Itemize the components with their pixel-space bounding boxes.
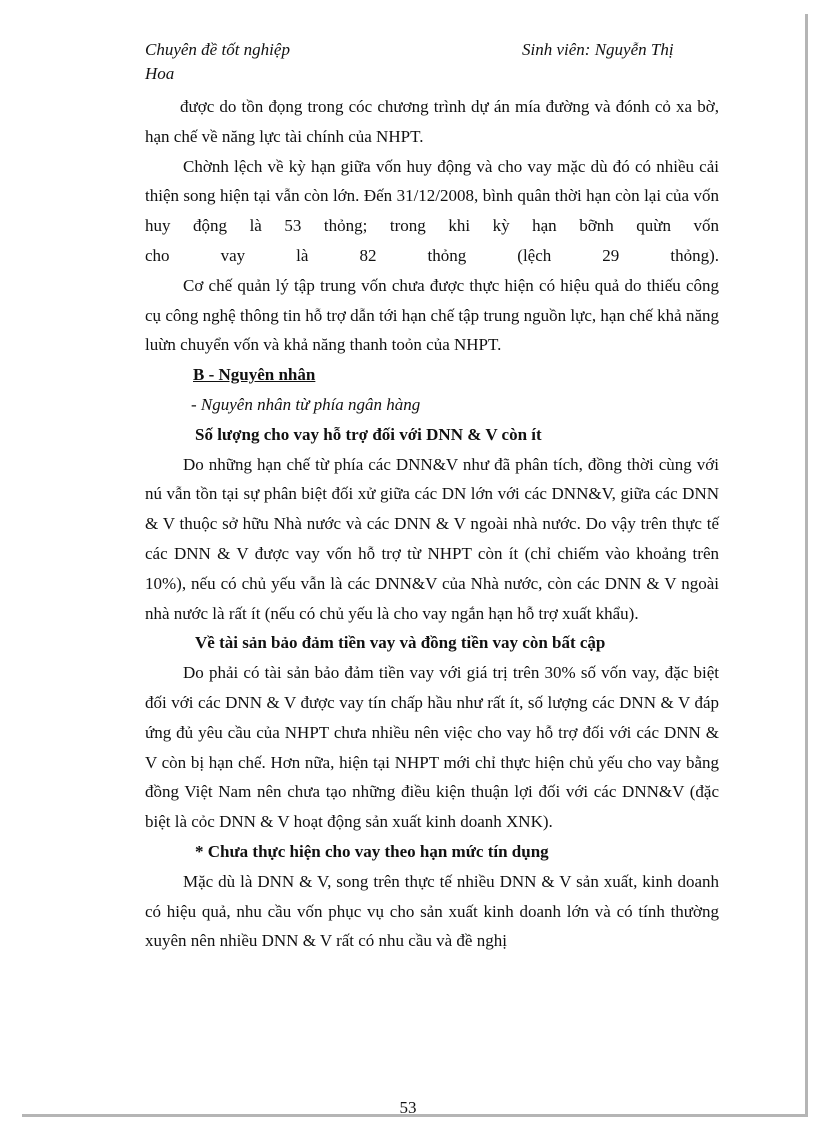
header-left [145, 38, 335, 86]
topic-heading: Về tài sản bảo đảm tiền vay và đồng tiền vay còn bất cập [195, 633, 606, 653]
paragraph: Chờnh lệch về kỳ hạn giữa vốn huy động và cho vay mặc dù đó có nhiều cải thiện song hiện tại vẫn còn lớn. Đến 31/12/2008, bình quân thời hạn còn lại của vốn huy động là 53 thỏng; trong khi kỳ hạn bỡnh quừn vốn [145, 156, 719, 236]
subsection-heading: - Nguyên nhân từ phía ngân hàng [191, 394, 421, 414]
paragraph: Do những hạn chế từ phía các DNN&V như đã phân tích, đồng thời cùng với nú vẫn tồn tại sự phân biệt đối xử giữa các DN lớn với các DNN&V, giữa các DNN & V thuộc sở hữu Nhà nước và các DNN & V ngoài nhà nước. Do vậy trên thực tế các DNN & V được vay vốn hỗ trợ từ NHPT còn ít (chỉ chiếm vào khoảng trên 10%), nếu có chủ yếu vẫn là các DNN&V của Nhà nước, còn các DNN & V ngoài nhà nước là rất ít (nếu có chủ yếu là cho vay ngắn hạn hỗ trợ xuất khẩu). [145, 454, 719, 623]
paragraph: được do tồn đọng trong cóc chương trình dự án mía đường và đónh cỏ xa bờ, hạn chế về năng lực tài chính của NHPT. [145, 97, 719, 146]
header-left-line2: Hoa [145, 64, 175, 83]
paragraph: Do phải có tài sản bảo đảm tiền vay với giá trị trên 30% số vốn vay, đặc biệt đối với các DNN & V được vay tín chấp hầu như rất ít, số lượng các DNN & V đáp ứng đủ yêu cầu của NHPT chưa nhiều nên việc cho vay hỗ trợ đối với các DNN & V còn bị hạn chế. Hơn nữa, hiện tại NHPT mới chỉ thực hiện chủ yếu cho vay bằng đồng Việt Nam nên chưa tạo những điều kiện thuận lợi đối với các DNN&V (đặc biệt là cỏc DNN & V hoạt động sản xuất kinh doanh XNK). [145, 663, 719, 832]
header-right: Sinh viên: Nguyễn Thị [522, 40, 674, 59]
topic-heading: Số lượng cho vay hỗ trợ đối với DNN & V còn ít [195, 424, 542, 444]
document-body [145, 92, 719, 956]
page-number: 53 [399, 1098, 417, 1117]
paragraph: Cơ chế quản lý tập trung vốn chưa được thực hiện có hiệu quả do thiếu công cụ công nghệ thông tin hỗ trợ dẫn tới hạn chế tập trung nguồn lực, hạn chế khả năng luừn chuyển vốn và khả năng thanh toỏn của NHPT. [145, 275, 719, 355]
page-border-right [805, 14, 808, 1117]
paragraph-continuation: cho vay là 82 thỏng (lệch 29 thỏng). [145, 245, 719, 265]
section-heading: B - Nguyên nhân [193, 365, 316, 385]
header-left-line1: Chuyên đề tốt nghiệp [145, 40, 290, 59]
paragraph: Mặc dù là DNN & V, song trên thực tế nhiều DNN & V sản xuất, kinh doanh có hiệu quả, nhu cầu vốn phục vụ cho sản xuất kinh doanh lớn và có tính thường xuyên nên nhiều DNN & V rất có nhu cầu và đề nghị [145, 871, 719, 951]
topic-heading: * Chưa thực hiện cho vay theo hạn mức tín dụng [195, 841, 549, 861]
